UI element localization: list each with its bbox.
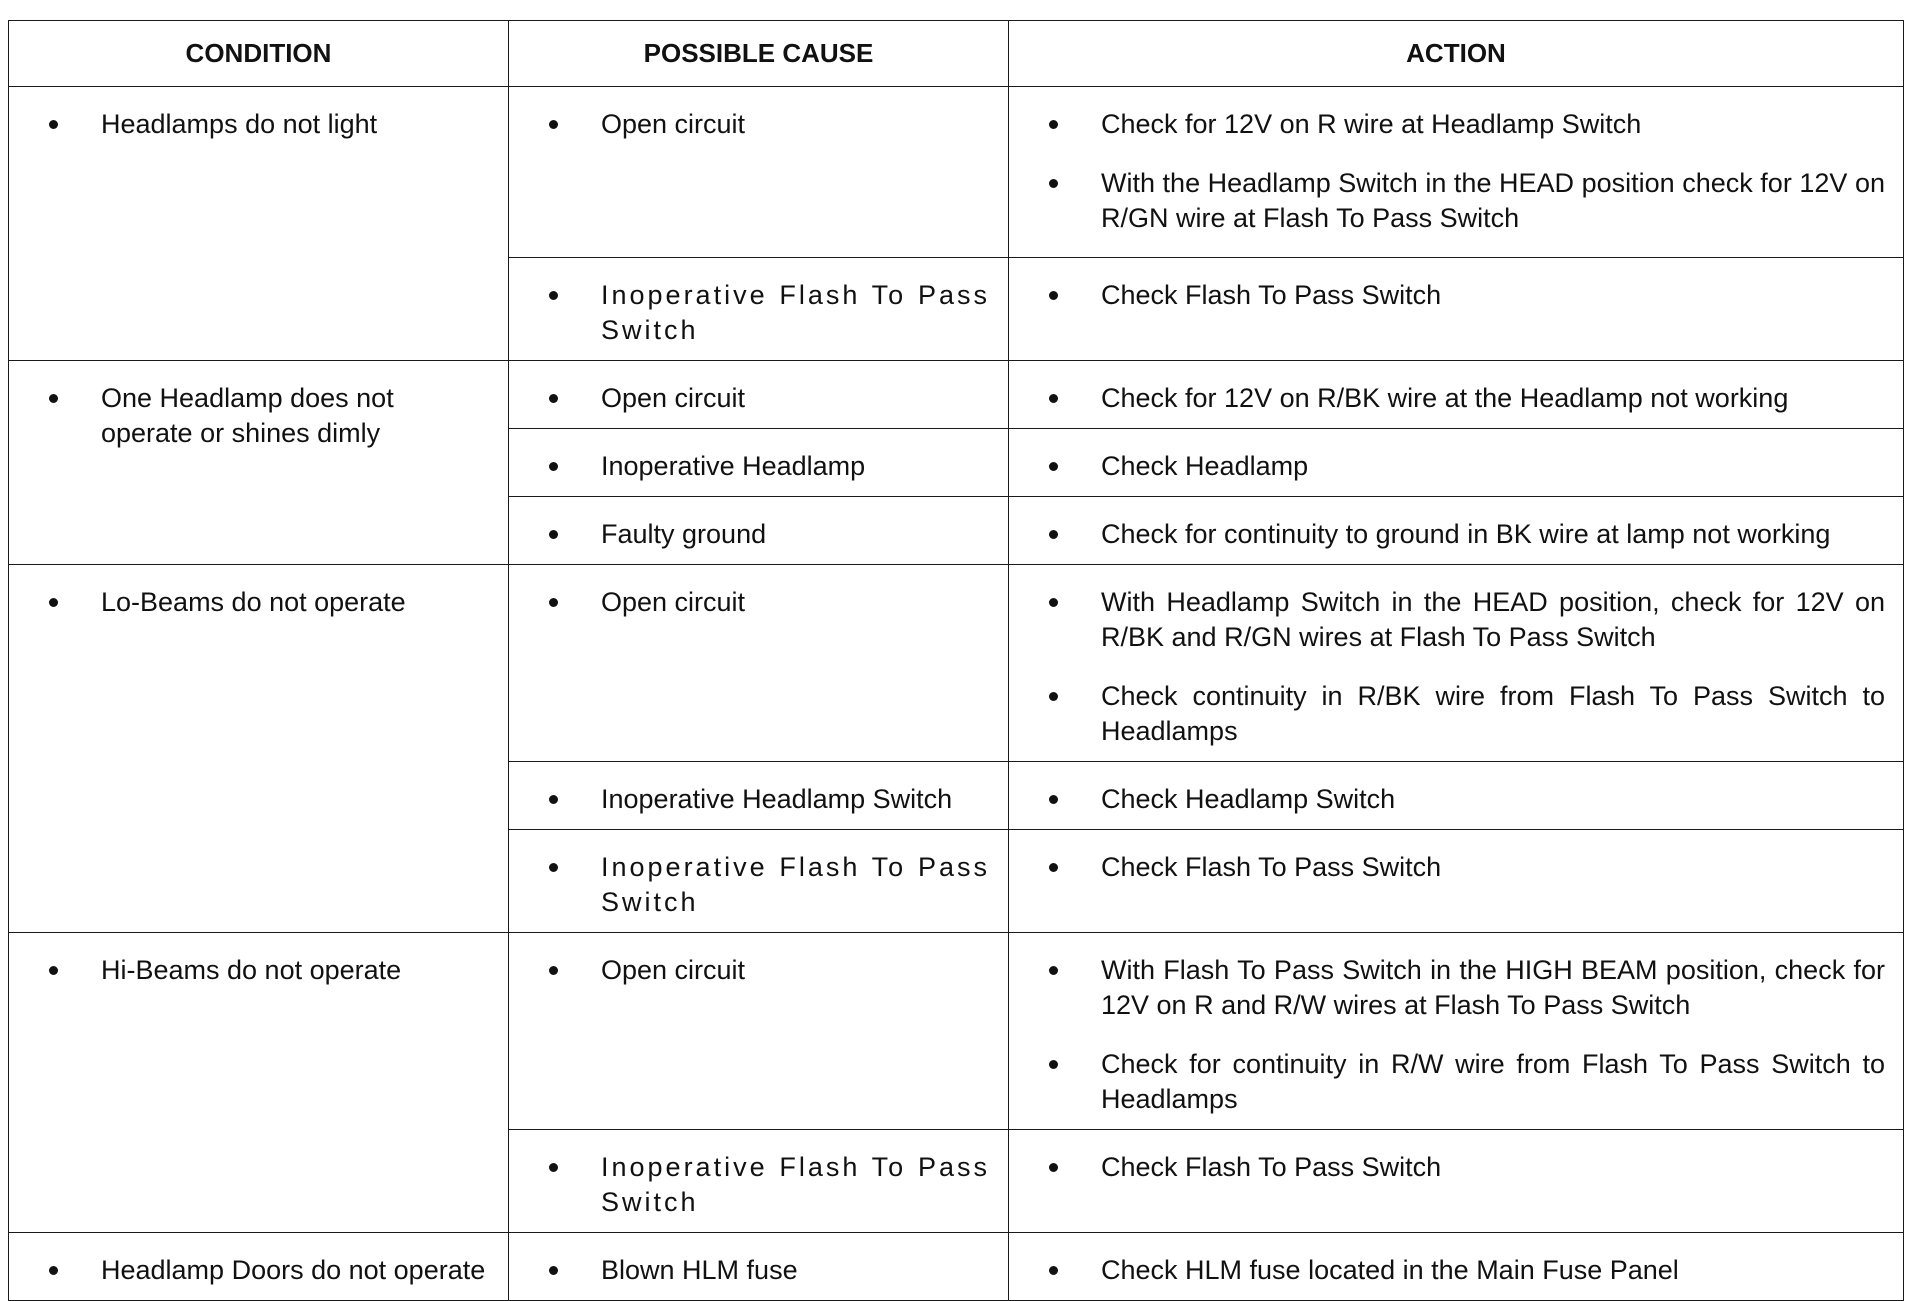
table-row	[9, 933, 1904, 1130]
condition-cell	[9, 933, 509, 1233]
cause-cell	[509, 1130, 1009, 1233]
cause-cell	[509, 497, 1009, 565]
action-text: With Flash To Pass Switch in the HIGH BEAM position, check for 12V on R and R/W wires at Flash To Pass Switch	[1101, 955, 1885, 1020]
action-text: Check continuity in R/BK wire from Flash To Pass Switch to Headlamps	[1101, 681, 1885, 746]
bullet-icon	[49, 598, 58, 607]
cause-item	[509, 850, 990, 920]
action-cell	[1009, 762, 1904, 830]
cause-text: Blown HLM fuse	[601, 1255, 798, 1285]
action-cell	[1009, 429, 1904, 497]
bullet-icon	[49, 1266, 58, 1275]
cause-text: Open circuit	[601, 109, 746, 139]
action-cell	[1009, 497, 1904, 565]
condition-cell	[9, 565, 509, 933]
bullet-icon	[1049, 291, 1058, 300]
cause-cell	[509, 258, 1009, 361]
condition-item	[9, 585, 490, 620]
action-item	[1009, 679, 1885, 749]
cause-item	[509, 107, 990, 142]
action-cell	[1009, 565, 1904, 762]
bullet-icon	[1049, 863, 1058, 872]
cause-cell	[509, 830, 1009, 933]
action-item	[1009, 782, 1885, 817]
cause-text: Open circuit	[601, 955, 746, 985]
bullet-icon	[49, 394, 58, 403]
action-item	[1009, 585, 1885, 655]
cause-item	[509, 449, 990, 484]
condition-text: Hi-Beams do not operate	[101, 955, 402, 985]
condition-text: Lo-Beams do not operate	[101, 587, 406, 617]
cause-text: Inoperative Headlamp	[601, 451, 866, 481]
action-item	[1009, 107, 1885, 142]
bullet-icon	[549, 863, 558, 872]
action-item	[1009, 381, 1885, 416]
condition-cell	[9, 361, 509, 565]
action-text: Check Flash To Pass Switch	[1101, 852, 1442, 882]
cause-item	[509, 1253, 990, 1288]
bullet-icon	[1049, 120, 1058, 129]
action-item	[1009, 166, 1885, 236]
cause-item	[509, 782, 990, 817]
bullet-icon	[549, 795, 558, 804]
diagnosis-table	[8, 20, 1904, 1301]
table-row	[9, 361, 1904, 429]
action-cell	[1009, 87, 1904, 258]
cause-item	[509, 381, 990, 416]
cause-item	[509, 1150, 990, 1220]
bullet-icon	[549, 598, 558, 607]
bullet-icon	[1049, 530, 1058, 539]
action-item	[1009, 1253, 1885, 1288]
action-cell	[1009, 361, 1904, 429]
action-item	[1009, 1047, 1885, 1117]
cause-text: Faulty ground	[601, 519, 767, 549]
action-text: Check for 12V on R wire at Headlamp Switch	[1101, 109, 1642, 139]
action-text: With the Headlamp Switch in the HEAD position check for 12V on R/GN wire at Flash To Pass Switch	[1101, 168, 1885, 233]
bullet-icon	[549, 394, 558, 403]
condition-text: One Headlamp does not operate or shines dimly	[101, 383, 394, 448]
action-item	[1009, 1150, 1885, 1185]
bullet-icon	[1049, 1060, 1058, 1069]
action-text: With Headlamp Switch in the HEAD position, check for 12V on R/BK and R/GN wires at Flash To Pass Switch	[1101, 587, 1885, 652]
bullet-icon	[549, 530, 558, 539]
cause-cell	[509, 429, 1009, 497]
bullet-icon	[1049, 1266, 1058, 1275]
action-text: Check HLM fuse located in the Main Fuse Panel	[1101, 1255, 1679, 1285]
cause-item	[509, 953, 990, 988]
bullet-icon	[49, 120, 58, 129]
cause-text: Open circuit	[601, 383, 746, 413]
bullet-icon	[549, 291, 558, 300]
action-text: Check Flash To Pass Switch	[1101, 280, 1442, 310]
action-cell	[1009, 1130, 1904, 1233]
action-text: Check Flash To Pass Switch	[1101, 1152, 1442, 1182]
header-action: ACTION	[1009, 21, 1904, 87]
bullet-icon	[1049, 795, 1058, 804]
bullet-icon	[49, 966, 58, 975]
condition-item	[9, 953, 490, 988]
bullet-icon	[1049, 692, 1058, 701]
action-item	[1009, 449, 1885, 484]
action-text: Check Headlamp	[1101, 451, 1309, 481]
cause-item	[509, 585, 990, 620]
bullet-icon	[1049, 598, 1058, 607]
cause-cell	[509, 1233, 1009, 1301]
bullet-icon	[549, 966, 558, 975]
bullet-icon	[549, 1266, 558, 1275]
action-item	[1009, 953, 1885, 1023]
condition-item	[9, 107, 490, 142]
cause-text: Open circuit	[601, 587, 746, 617]
action-text: Check for continuity in R/W wire from Flash To Pass Switch to Headlamps	[1101, 1049, 1885, 1114]
header-condition: CONDITION	[9, 21, 509, 87]
condition-cell	[9, 87, 509, 361]
cause-cell	[509, 933, 1009, 1130]
table-row	[9, 1233, 1904, 1301]
action-item	[1009, 517, 1885, 552]
cause-text: Inoperative Flash To Pass Switch	[601, 280, 990, 345]
cause-cell	[509, 762, 1009, 830]
bullet-icon	[1049, 966, 1058, 975]
action-cell	[1009, 933, 1904, 1130]
action-cell	[1009, 258, 1904, 361]
action-text: Check for 12V on R/BK wire at the Headlamp not working	[1101, 383, 1789, 413]
bullet-icon	[549, 1163, 558, 1172]
bullet-icon	[1049, 1163, 1058, 1172]
condition-cell	[9, 1233, 509, 1301]
table-row	[9, 87, 1904, 258]
action-cell	[1009, 830, 1904, 933]
cause-text: Inoperative Flash To Pass Switch	[601, 852, 990, 917]
condition-text: Headlamps do not light	[101, 109, 378, 139]
cause-text: Inoperative Headlamp Switch	[601, 784, 953, 814]
action-text: Check for continuity to ground in BK wire at lamp not working	[1101, 519, 1831, 549]
bullet-icon	[549, 120, 558, 129]
cause-text: Inoperative Flash To Pass Switch	[601, 1152, 990, 1217]
cause-cell	[509, 361, 1009, 429]
header-row	[9, 21, 1904, 87]
condition-item	[9, 1253, 490, 1288]
action-text: Check Headlamp Switch	[1101, 784, 1396, 814]
header-possible-cause: POSSIBLE CAUSE	[509, 21, 1009, 87]
cause-item	[509, 517, 990, 552]
cause-cell	[509, 565, 1009, 762]
action-item	[1009, 278, 1885, 313]
action-item	[1009, 850, 1885, 885]
bullet-icon	[549, 462, 558, 471]
cause-item	[509, 278, 990, 348]
condition-item	[9, 381, 490, 451]
condition-text: Headlamp Doors do not operate	[101, 1255, 486, 1285]
table-row	[9, 565, 1904, 762]
bullet-icon	[1049, 179, 1058, 188]
bullet-icon	[1049, 394, 1058, 403]
action-cell	[1009, 1233, 1904, 1301]
bullet-icon	[1049, 462, 1058, 471]
cause-cell	[509, 87, 1009, 258]
